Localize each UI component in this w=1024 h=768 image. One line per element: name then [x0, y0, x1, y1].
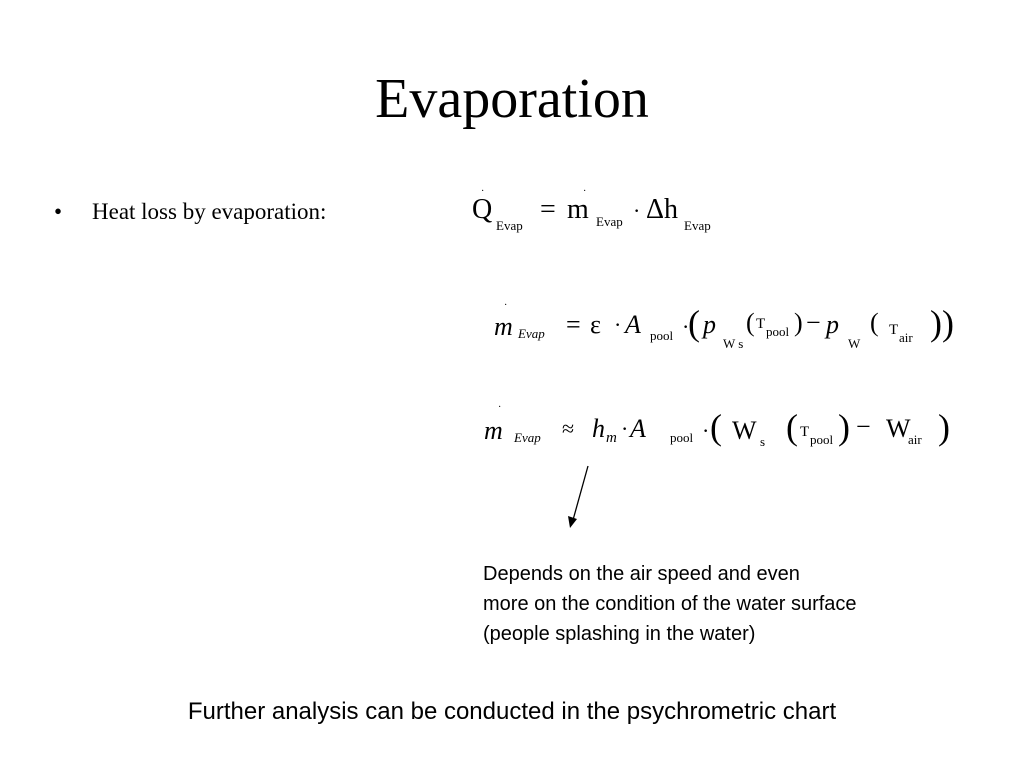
t-pool-symbol: T [756, 316, 766, 332]
close-parens: )) [930, 303, 954, 343]
approx-sign: ≈ [562, 416, 575, 441]
area-subscript-3: pool [670, 430, 694, 445]
w-subscript: W [848, 336, 861, 351]
w-subscript-3: s [760, 434, 766, 449]
equals-sign: = [540, 194, 556, 225]
multiply-dot-2: · [614, 312, 622, 337]
q-subscript: Evap [496, 218, 523, 233]
arrow-shaft [573, 466, 588, 520]
t-open-paren: ( [746, 308, 755, 337]
footer-text: Further analysis can be conducted in the psychrometric chart [187, 698, 837, 725]
bullet-text: Heat loss by evaporation: [92, 199, 327, 224]
slide-title: Evaporation [375, 68, 649, 130]
note-line-2: more on the condition of the water surface [483, 593, 857, 615]
minus-sign-3: − [856, 412, 871, 441]
m-dot-mark-3: · [498, 402, 502, 413]
m-symbol: m [567, 194, 589, 225]
area-symbol-3: A [630, 414, 646, 443]
pointer-arrow [560, 462, 600, 532]
h-subscript: Evap [684, 218, 711, 233]
q-dot-mark: · [481, 186, 485, 197]
m-subscript: Evap [596, 214, 623, 229]
arrow-head [568, 516, 577, 528]
t-open-paren-3: ( [786, 407, 798, 447]
multiply-dot-5: · [702, 418, 710, 443]
m-subscript-2: Evap [518, 326, 545, 341]
minus-sign: − [806, 308, 821, 337]
bullet-marker: • [54, 199, 63, 224]
q-symbol: Q [472, 194, 493, 225]
t-close-paren: ) [794, 308, 803, 337]
m-symbol-3: m [484, 416, 503, 445]
m-subscript-3: Evap [514, 430, 541, 445]
equals-sign-2: = [566, 310, 581, 339]
t2-open-paren: ( [870, 308, 879, 337]
note-line-3: (people splashing in the water) [483, 623, 756, 645]
close-paren-3: ) [938, 407, 950, 447]
w-air-subscript: air [908, 432, 922, 447]
hm-subscript: m [606, 430, 617, 446]
area-symbol: A [625, 310, 641, 339]
multiply-dot-3: · [682, 314, 690, 339]
t-pool-subscript: pool [766, 324, 790, 339]
area-subscript: pool [650, 328, 674, 343]
m-dot-mark: · [583, 186, 587, 197]
p-symbol: p [703, 310, 716, 339]
multiply-dot: · [633, 198, 641, 223]
multiply-dot-4: · [621, 416, 629, 441]
ws-subscript: W s [723, 336, 744, 351]
note-line-1: Depends on the air speed and even [483, 563, 800, 585]
t-pool-symbol-3: T [800, 424, 810, 440]
hm-symbol: h [592, 414, 605, 443]
w-air-symbol: W [886, 414, 911, 443]
t-close-paren-3: ) [838, 407, 850, 447]
open-paren: ( [688, 303, 700, 343]
t-pool-subscript-3: pool [810, 432, 834, 447]
m-dot-mark-2: · [504, 300, 508, 311]
m-symbol-2: m [494, 312, 513, 341]
t-air-subscript: air [899, 330, 913, 345]
t-air-symbol: T [889, 322, 899, 338]
delta-h-symbol: Δh [646, 194, 679, 225]
w-symbol: W [732, 416, 757, 445]
p-symbol-2: p [826, 310, 839, 339]
open-paren-3: ( [710, 407, 722, 447]
epsilon-symbol: ε [590, 310, 601, 339]
bullet-item [54, 197, 326, 227]
note-text [483, 559, 857, 649]
